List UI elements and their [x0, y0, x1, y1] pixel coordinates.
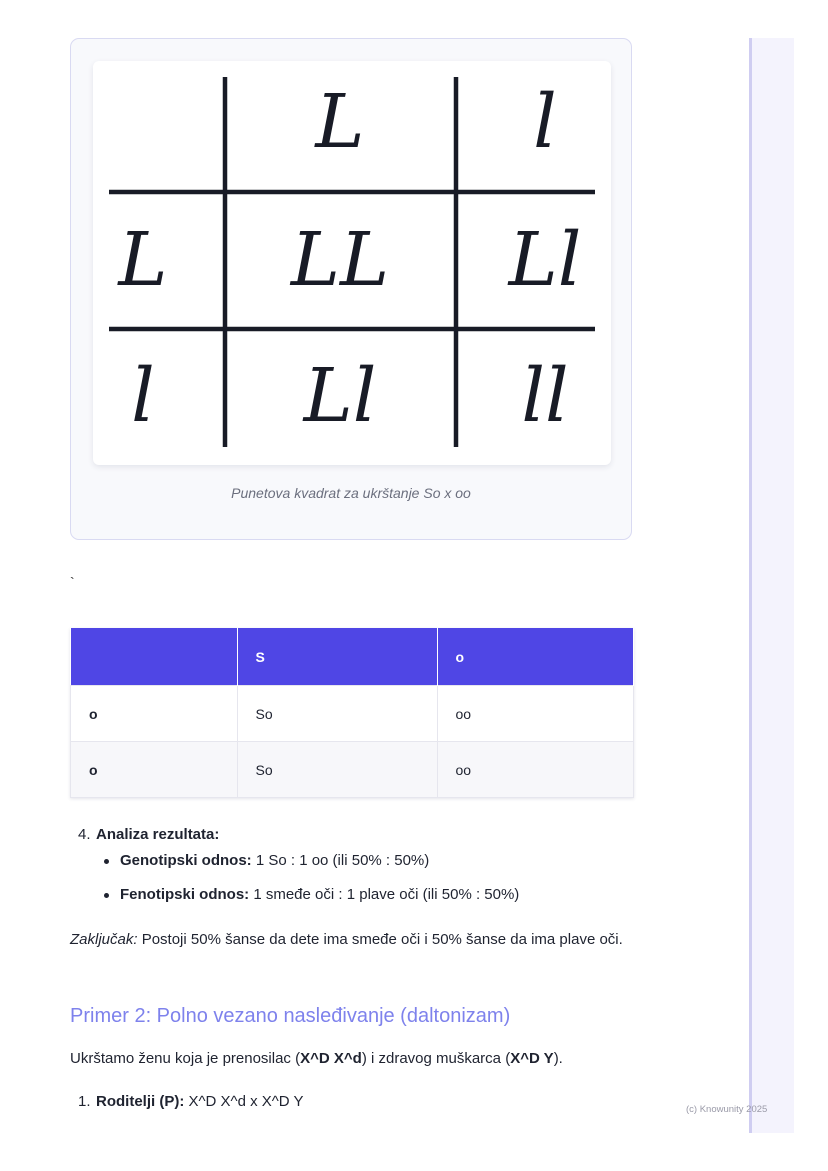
list-number: 4. [78, 826, 91, 843]
bullet-icon [104, 893, 109, 898]
table-header-cell: o [437, 628, 634, 686]
intro-genotype-female: X^D X^d [300, 1050, 362, 1067]
punnett-cell: Ll [303, 353, 377, 439]
right-side-panel [749, 38, 794, 1133]
bullet-icon [104, 859, 109, 864]
punnett-square-image [93, 61, 611, 465]
table-row [71, 742, 634, 798]
conclusion-label: Zaključak: [70, 931, 138, 948]
table-row-header: o [71, 742, 238, 798]
analysis-bullet-list [104, 850, 519, 918]
list-item [104, 884, 519, 918]
conclusion-text: Postoji 50% šanse da dete ima smeđe oči i 50% šanse da ima plave oči. [137, 931, 623, 948]
figure-card [70, 38, 632, 540]
genotype-text: 1 So : 1 oo (ili 50% : 50%) [251, 852, 430, 869]
conclusion-paragraph [70, 926, 650, 954]
parents-text: X^D X^d x X^D Y [184, 1093, 304, 1110]
punnett-row-header: L [118, 217, 168, 303]
stray-backtick: ` [70, 574, 75, 590]
analysis-title: Analiza rezultata: [96, 826, 220, 843]
parents-list-item [78, 1093, 304, 1110]
punnett-row-header: l [131, 353, 155, 439]
punnett-cell: Ll [508, 217, 582, 303]
phenotype-label: Fenotipski odnos: [120, 886, 250, 903]
figure-caption: Punetova kvadrat za ukrštanje So x oo [231, 485, 471, 501]
analysis-heading [78, 824, 219, 846]
genotype-table [70, 628, 634, 798]
table-header-row [71, 628, 634, 686]
table-cell: So [237, 686, 437, 742]
table-row [71, 686, 634, 742]
watermark: (c) Knowunity 2025 [686, 1104, 768, 1115]
punnett-cell: LL [290, 217, 390, 303]
genotype-label: Genotipski odnos: [120, 852, 252, 869]
table-row-header: o [71, 686, 238, 742]
parents-label: Roditelji (P): [96, 1093, 185, 1110]
intro-text: ). [553, 1050, 563, 1067]
punnett-col-header: L [315, 79, 365, 165]
intro-paragraph [70, 1050, 563, 1067]
table-header-cell: S [237, 628, 437, 686]
punnett-square-svg [93, 61, 611, 465]
table-cell: oo [437, 742, 634, 798]
intro-genotype-male: X^D Y [510, 1050, 554, 1067]
list-item [104, 850, 519, 884]
table-header-cell [71, 628, 238, 686]
table-cell: So [237, 742, 437, 798]
intro-text: Ukrštamo ženu koja je prenosilac ( [70, 1050, 301, 1067]
punnett-cell: ll [521, 353, 569, 439]
section-heading: Primer 2: Polno vezano nasleđivanje (daltonizam) [70, 1005, 511, 1027]
table-cell: oo [437, 686, 634, 742]
punnett-col-header: l [533, 79, 557, 165]
phenotype-text: 1 smeđe oči : 1 plave oči (ili 50% : 50%) [249, 886, 520, 903]
intro-text: ) i zdravog muškarca ( [361, 1050, 511, 1067]
list-number: 1. [78, 1093, 91, 1110]
